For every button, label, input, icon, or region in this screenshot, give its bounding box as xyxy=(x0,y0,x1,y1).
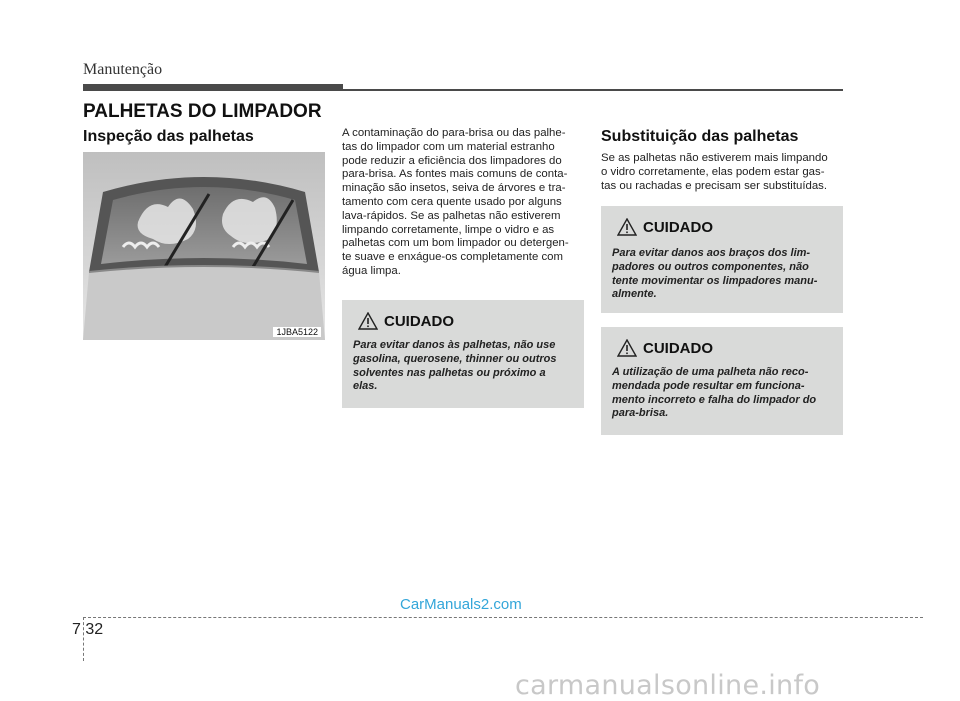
text-line: solventes nas palhetas ou próximo a xyxy=(353,366,546,379)
inspection-subtitle: Inspeção das palhetas xyxy=(83,128,254,145)
text-line: para-brisa. As fontes mais comuns de conta- xyxy=(342,168,568,181)
watermark-carmanuals2[interactable]: CarManuals2.com xyxy=(400,596,522,613)
caution-header xyxy=(358,312,454,330)
text-line: A contaminação do para-brisa ou das palhe- xyxy=(342,127,566,139)
text-line: limpando corretamente, limpe o vidro e as xyxy=(342,223,555,236)
text-line: Para evitar danos às palhetas, não use xyxy=(353,339,556,351)
text-line: tas do limpador com um material estranho xyxy=(342,140,555,153)
figure-code: 1JBA5122 xyxy=(273,327,321,337)
replacement-text xyxy=(601,152,843,193)
warning-icon xyxy=(617,339,637,357)
header-rule xyxy=(343,89,843,91)
text-line: tente movimentar os limpadores manu- xyxy=(612,274,818,287)
text-line: palhetas com um bom limpador ou detergen- xyxy=(342,237,569,250)
watermark-carmanualsonline[interactable]: carmanualsonline.info xyxy=(515,670,821,701)
text-line: tamento com cera quente usado por alguns xyxy=(342,195,562,208)
caution-box-cleaning xyxy=(342,300,584,408)
text-line: mento incorreto e falha do limpador do xyxy=(612,393,817,406)
windshield-figure xyxy=(83,152,325,340)
header-bar xyxy=(83,84,343,91)
text-line: almente. xyxy=(612,288,657,301)
text-line: minação são insetos, seiva de árvores e tra- xyxy=(342,182,566,195)
text-line: tas ou rachadas e precisam ser substituídas. xyxy=(601,179,828,192)
warning-icon xyxy=(617,218,637,236)
caution-box-blade xyxy=(601,327,843,435)
caution-header xyxy=(617,339,713,357)
text-line: mendada pode resultar em funciona- xyxy=(612,379,805,392)
caution-box-arms xyxy=(601,206,843,313)
caution-label: CUIDADO xyxy=(643,218,713,236)
text-line: pode reduzir a eficiência dos limpadores do xyxy=(342,154,562,167)
text-line: água limpa. xyxy=(342,264,401,277)
section-title: PALHETAS DO LIMPADOR xyxy=(83,101,322,122)
caution-text xyxy=(612,247,833,302)
text-line: para-brisa. xyxy=(612,407,669,420)
warning-icon xyxy=(358,312,378,330)
caution-text xyxy=(612,366,833,421)
contamination-text xyxy=(342,127,585,279)
text-line: Se as palhetas não estiverem mais limpando xyxy=(601,152,828,164)
text-line: A utilização de uma palheta não reco- xyxy=(612,366,809,378)
text-line: padores ou outros componentes, não xyxy=(612,260,809,273)
footer-rule xyxy=(83,617,923,618)
windshield-illustration xyxy=(83,152,325,340)
caution-text xyxy=(353,339,574,394)
caution-label: CUIDADO xyxy=(643,339,713,357)
text-line: o vidro corretamente, elas podem estar gas- xyxy=(601,165,825,178)
text-line: lava-rápidos. Se as palhetas não estiverem xyxy=(342,209,561,222)
header-title: Manutenção xyxy=(83,61,163,78)
caution-label: CUIDADO xyxy=(384,312,454,330)
page-number: 7 32 xyxy=(72,621,104,638)
caution-header xyxy=(617,218,713,236)
replacement-subtitle: Substituição das palhetas xyxy=(601,128,799,145)
text-line: gasolina, querosene, thinner ou outros xyxy=(353,352,557,365)
text-line: elas. xyxy=(353,380,378,393)
text-line: te suave e enxágue-os completamente com xyxy=(342,251,563,264)
text-line: Para evitar danos aos braços dos lim- xyxy=(612,247,811,259)
